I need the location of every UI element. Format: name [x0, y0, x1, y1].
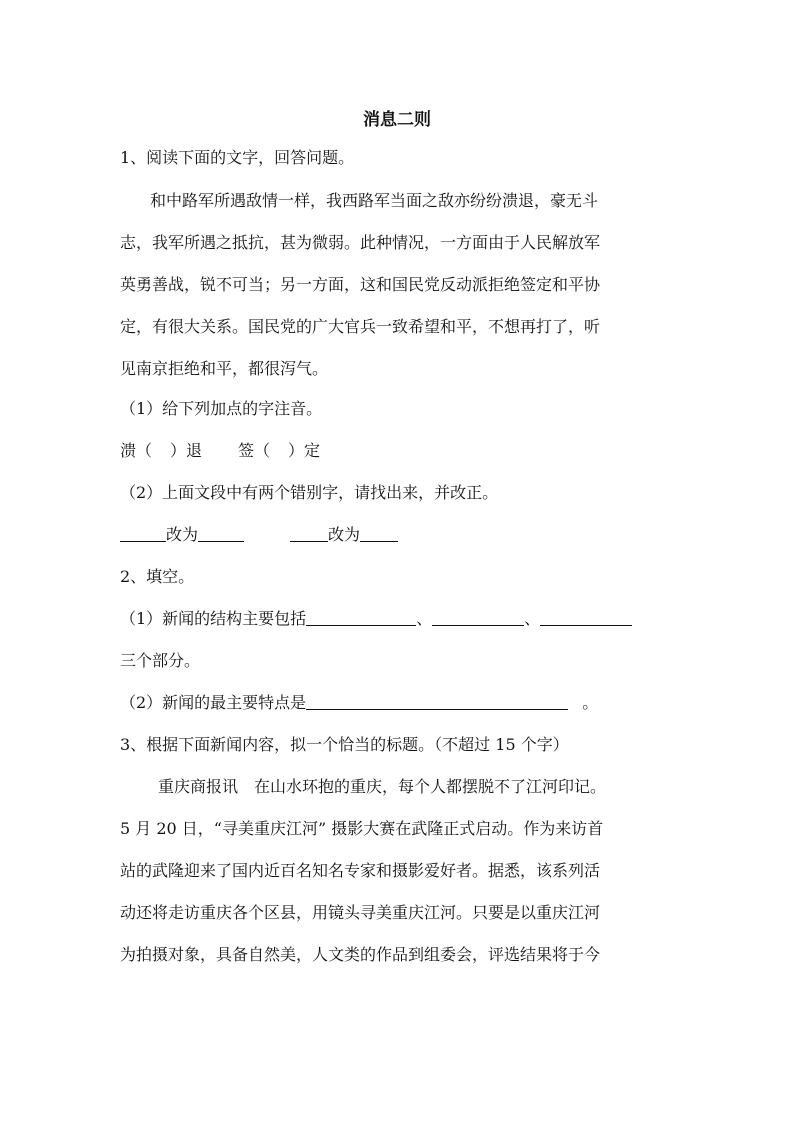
q1-passage-line-5: 见南京拒绝和平，都很泻气。: [120, 359, 329, 378]
separator: 、: [524, 609, 541, 628]
q1-pinyin-row: [120, 440, 320, 462]
change-label-2: 改为: [328, 525, 361, 544]
q1-heading: 1、阅读下面的文字，回答问题。: [120, 148, 355, 167]
q2-sub2-end: 。: [582, 693, 599, 712]
q3-passage-line-4: 动还将走访重庆各个区县，用镜头寻美重庆江河。只要是以重庆江河: [120, 903, 601, 922]
q2-sub2-label: （2）新闻的最主要特点是: [120, 693, 307, 712]
answer-blank[interactable]: [198, 525, 244, 542]
q1-passage-line-4: 定，有很大关系。国民党的广大官兵一致希望和平，不想再打了，听: [120, 317, 601, 336]
page-title: 消息二则: [363, 110, 431, 130]
pinyin-item-2: ）退: [170, 441, 203, 460]
answer-blank[interactable]: [432, 609, 524, 626]
pinyin-item-4: ）定: [288, 441, 321, 460]
change-label-1: 改为: [166, 525, 199, 544]
q1-sub2: （2）上面文段中有两个错别字，请找出来，并改正。: [120, 483, 499, 502]
q1-sub1: （1）给下列加点的字注音。: [120, 399, 323, 418]
answer-blank[interactable]: [540, 609, 632, 626]
separator: 、: [416, 609, 433, 628]
q3-passage-line-2: 5 月 20 日，“寻美重庆江河” 摄影大赛在武隆正式启动。作为来访首: [120, 819, 604, 838]
pinyin-item-1: 溃（: [120, 441, 153, 460]
answer-blank[interactable]: [290, 525, 328, 542]
q2-sub1-end: 三个部分。: [120, 651, 201, 670]
answer-blank[interactable]: [360, 525, 398, 542]
q3-passage-line-3: 站的武隆迎来了国内近百名知名专家和摄影爱好者。据悉，该系列活: [120, 861, 601, 880]
q3-passage-line-5: 为拍摄对象，具备自然美，人文类的作品到组委会，评选结果将于今: [120, 945, 601, 964]
q2-sub2-row: [120, 692, 598, 714]
answer-blank[interactable]: [120, 525, 166, 542]
answer-blank[interactable]: [306, 693, 568, 710]
q1-passage-line-3: 英勇善战，锐不可当；另一方面，这和国民党反动派拒绝签定和平协: [120, 275, 601, 294]
pinyin-item-3: 签（: [238, 441, 271, 460]
q2-sub1-row: [120, 608, 632, 630]
answer-blank[interactable]: [306, 609, 416, 626]
q1-passage-line-2: 志，我军所遇之抵抗，甚为微弱。此种情况，一方面由于人民解放军: [120, 233, 601, 252]
q3-heading: 3、根据下面新闻内容，拟一个恰当的标题。（不超过 15 个字）: [120, 735, 569, 754]
q1-correction-row: [120, 524, 398, 546]
q1-passage-line-1: 和中路军所遇敌情一样，我西路军当面之敌亦纷纷溃退，豪无斗: [150, 191, 599, 210]
q2-sub1-label: （1）新闻的结构主要包括: [120, 609, 307, 628]
q3-passage-line-1: 重庆商报讯 在山水环抱的重庆，每个人都摆脱不了江河印记。: [158, 777, 607, 796]
q2-heading: 2、填空。: [120, 567, 195, 586]
